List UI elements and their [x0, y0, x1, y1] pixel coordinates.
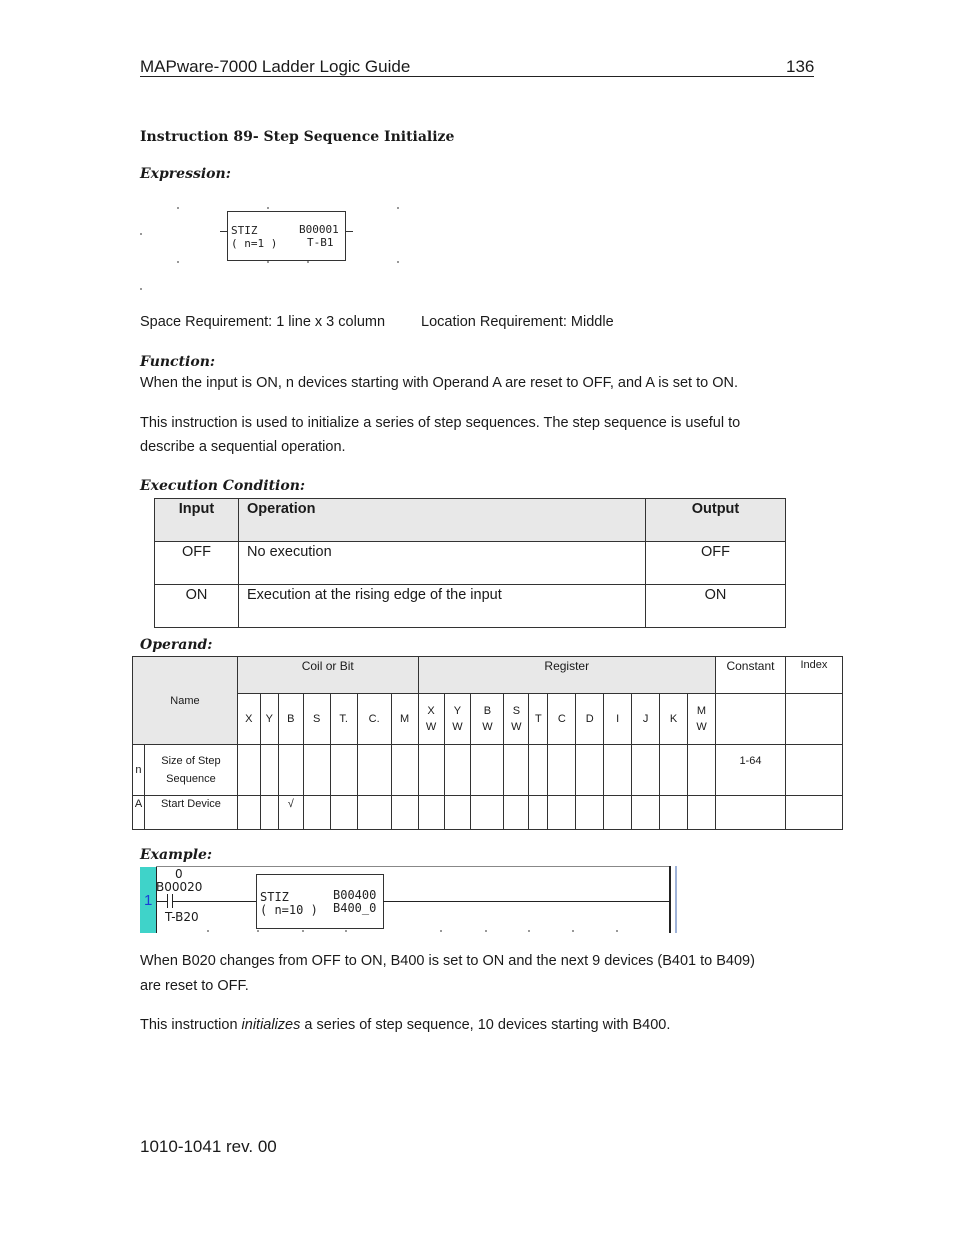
constant-col-blank: [715, 694, 785, 745]
constant-header: Constant: [715, 657, 785, 694]
col-y: Y: [260, 694, 278, 745]
stiz-operand: B00001: [299, 223, 339, 236]
function-paragraph-1: When the input is ON, n devices starting with Operand A are reset to OFF, and A is set to ON.: [140, 375, 739, 391]
page-number: 136: [786, 57, 815, 76]
register-header: Register: [418, 657, 715, 694]
col-xw: X W: [418, 694, 444, 745]
expression-diagram: [140, 200, 410, 295]
col-s: S: [303, 694, 330, 745]
location-requirement: Location Requirement: Middle: [421, 314, 614, 330]
example-paragraph-1a: When B020 changes from OFF to ON, B400 is set to ON and the next 9 devices (B401 to B409): [140, 953, 755, 969]
execution-condition-table: [154, 498, 786, 628]
contact-tag: T-B20: [165, 910, 199, 924]
index-col-blank: [785, 694, 842, 745]
contact-address-top: 0: [175, 867, 183, 881]
operand-constant: [715, 796, 785, 830]
col-sw: S W: [504, 694, 529, 745]
cell-input: OFF: [155, 542, 239, 585]
col-x: X: [237, 694, 260, 745]
col-d: D: [576, 694, 604, 745]
operand-name: Size of Step Sequence: [144, 745, 237, 796]
operand-symbol: A: [133, 796, 145, 830]
stiz-param: ( n=1 ): [231, 237, 278, 250]
example-p2-pre: This instruction: [140, 1017, 242, 1033]
example-stiz-param: ( n=10 ): [260, 903, 318, 917]
execution-condition-label: Execution Condition:: [140, 478, 306, 494]
cell-operation: Execution at the rising edge of the input: [239, 585, 646, 628]
stiz-instruction-box: [227, 211, 346, 261]
example-label: Example:: [140, 847, 213, 863]
operand-column-row: [133, 694, 843, 745]
expression-label: Expression:: [140, 166, 231, 182]
col-c: C.: [357, 694, 391, 745]
cell-input: ON: [155, 585, 239, 628]
b-support-mark: [278, 745, 303, 796]
col-t: T.: [330, 694, 357, 745]
name-header: Name: [133, 657, 238, 745]
table-header-row: [155, 499, 786, 542]
function-paragraph-2a: This instruction is used to initialize a series of step sequences. The step sequence is useful to: [140, 415, 741, 431]
col-c-reg: C: [548, 694, 576, 745]
col-b: B: [278, 694, 303, 745]
col-j: J: [632, 694, 660, 745]
col-k: K: [660, 694, 688, 745]
example-p2-post: a series of step sequence, 10 devices starting with B400.: [300, 1017, 671, 1033]
space-requirement: Space Requirement: 1 line x 3 column: [140, 314, 386, 330]
example-stiz-mnemonic: STIZ: [260, 890, 289, 904]
operand-constant: 1-64: [715, 745, 785, 796]
coil-or-bit-header: Coil or Bit: [237, 657, 418, 694]
b-support-mark: √: [278, 796, 303, 830]
operand-name: Start Device: [144, 796, 237, 830]
footer-doc-id: 1010-1041 rev. 00: [140, 1137, 277, 1156]
cell-output: OFF: [646, 542, 786, 585]
header-input: Input: [155, 499, 239, 542]
col-t-reg: T: [529, 694, 548, 745]
operand-table: [132, 656, 843, 830]
table-row: [133, 796, 843, 830]
table-row: [155, 585, 786, 628]
example-paragraph-1b: are reset to OFF.: [140, 978, 249, 994]
operand-label: Operand:: [140, 637, 213, 653]
example-ladder-diagram: [140, 866, 680, 933]
header-operation: Operation: [239, 499, 646, 542]
table-row: [155, 542, 786, 585]
index-header: Index: [785, 657, 842, 694]
operand-symbol: n: [133, 745, 145, 796]
rung-number: 1: [144, 892, 153, 909]
stiz-tag: T-B1: [307, 236, 334, 249]
page-header-title: MAPware-7000 Ladder Logic Guide: [140, 57, 411, 76]
function-paragraph-2b: describe a sequential operation.: [140, 439, 346, 455]
header-rule: [140, 76, 814, 77]
header-output: Output: [646, 499, 786, 542]
example-stiz-tag: B400_0: [333, 901, 377, 915]
instruction-heading: Instruction 89- Step Sequence Initialize: [140, 129, 455, 145]
col-m: M: [391, 694, 418, 745]
cell-output: ON: [646, 585, 786, 628]
function-label: Function:: [140, 354, 216, 370]
cell-operation: No execution: [239, 542, 646, 585]
example-p2-emphasis: initializes: [241, 1017, 301, 1033]
col-i: I: [604, 694, 632, 745]
example-stiz-box: [256, 874, 384, 929]
col-yw: Y W: [444, 694, 471, 745]
col-mw: M W: [688, 694, 716, 745]
example-stiz-operand: B00400: [333, 888, 377, 902]
stiz-mnemonic: STIZ: [231, 224, 258, 237]
table-row: [133, 745, 843, 796]
example-paragraph-2: [140, 1013, 670, 1037]
col-bw: B W: [471, 694, 504, 745]
contact-address: B00020: [156, 880, 203, 894]
